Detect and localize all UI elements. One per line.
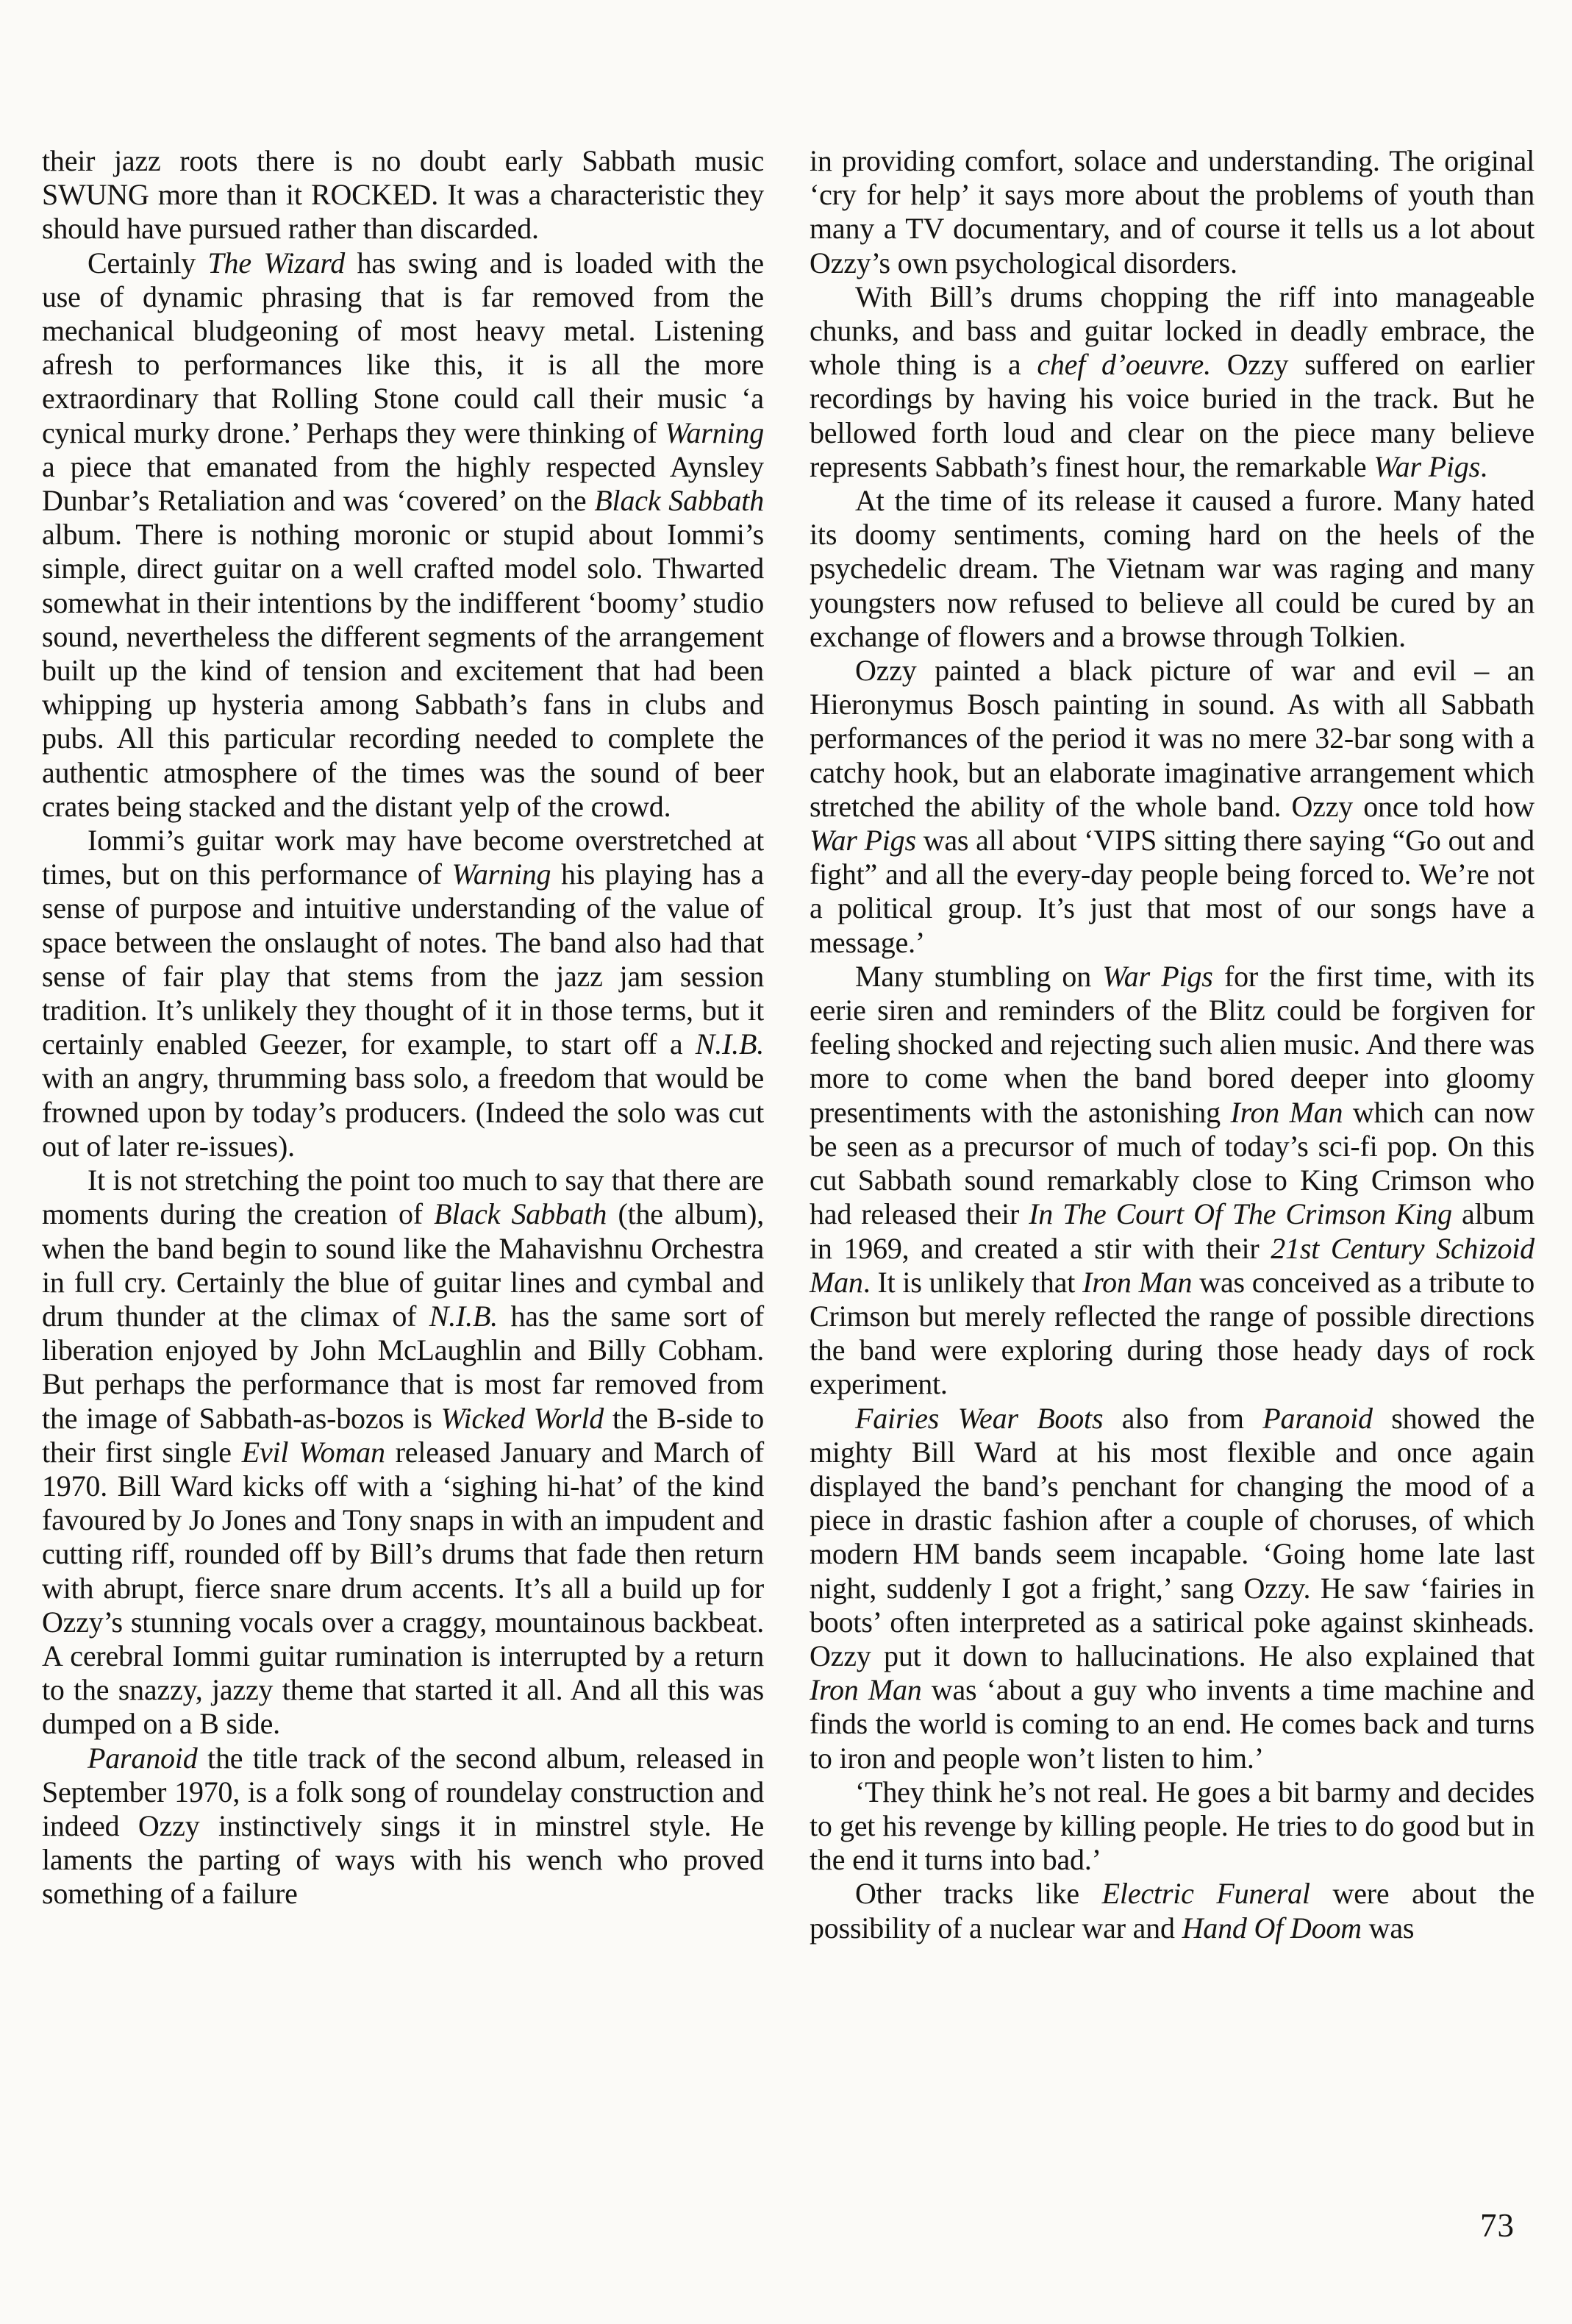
text-segment: Certainly [87, 246, 208, 279]
paragraph [810, 960, 1535, 1402]
paragraph [810, 1877, 1535, 1945]
text-segment: their jazz roots there is no doubt early Sabbath music SWUNG more than it ROCKED. It was a characteristic they should have pursued rather than discarded. [42, 144, 764, 246]
text-segment: At the time of its release it caused a furore. Many hated its doomy sentiments, coming hard on the heels of the psychedelic dream. The Vietnam war was raging and many youngsters now refused to believe all could be cured by an exchange of flowers and a browse through Tolkien. [810, 484, 1535, 653]
page-number: 73 [1480, 2207, 1515, 2244]
italic-text-segment: 21st Century Schizoid Man [810, 1231, 1535, 1299]
paragraph [42, 1742, 764, 1911]
italic-text-segment: Iron Man [1230, 1095, 1343, 1129]
text-segment: was ‘about a guy who invents a time machine and finds the world is coming to an end. He comes back and turns to iron and people won’t listen to him.’ [810, 1673, 1535, 1775]
italic-text-segment: Wicked World [440, 1401, 604, 1435]
text-segment: the title track of the second album, released in September 1970, is a folk song of roundelay construction and indeed Ozzy instinctively sings it in minstrel style. He laments the parting of ways with his wench who proved something of a failure [42, 1741, 764, 1911]
text-segment: has swing and is loaded with the use of dynamic phrasing that is far removed from the mechanical bludgeoning of most heavy metal. Listening afresh to performances like this, it is all the more extraordinary that Rolling Stone could call their music ‘a cynical murky drone.’ Perhaps they were thinking of [42, 246, 764, 449]
text-segment: With Bill’s drums chopping the riff into manageable chunks, and bass and guitar locked in deadly embrace, the whole thing is a [810, 279, 1535, 382]
text-segment: ‘They think he’s not real. He goes a bit barmy and decides to get his revenge by killing people. He tries to do good but in the end it turns into bad.’ [810, 1775, 1535, 1877]
italic-text-segment: Black Sabbath [594, 484, 764, 518]
italic-text-segment: Fairies Wear Boots [855, 1401, 1104, 1435]
text-segment: (the album), when the band begin to sound like the Mahavishnu Orchestra in full cry. Certainly the blue of guitar lines and cymbal and drum thunder at the climax of [42, 1197, 765, 1333]
text-segment: a piece that emanated from the highly respected Aynsley Dunbar’s Retaliation and was ‘covered’ on the [42, 449, 764, 518]
italic-text-segment: The Wizard [207, 246, 346, 279]
italic-text-segment: In The Court Of The Crimson King [1029, 1197, 1452, 1231]
paragraph [42, 246, 764, 824]
text-segment: Other tracks like [855, 1877, 1102, 1911]
text-segment: Many stumbling on [855, 959, 1103, 993]
italic-text-segment: Iron Man [1082, 1265, 1193, 1299]
italic-text-segment: War Pigs [1102, 959, 1213, 993]
text-segment: were about the possibility of a nuclear war and [810, 1877, 1535, 1945]
paragraph [810, 1402, 1535, 1775]
text-segment: was all about ‘VIPS sitting there saying “Go out and fight” and all the every-day people being forced to. We’re not a political group. It’s just that most of our songs have a message.’ [810, 824, 1535, 959]
paragraph [810, 1775, 1535, 1878]
italic-text-segment: Hand Of Doom [1182, 1911, 1362, 1945]
text-segment: showed the mighty Bill Ward at his most flexible and once again displayed the band’s penchant for changing the mood of a piece in drastic fashion after a couple of choruses, of which modern HM bands seem incapable. ‘Going home late last night, suddenly I got a fright,’ sang Ozzy. He saw ‘fairies in boots’ often interpreted as a satirical poke against skinheads. Ozzy put it down to hallucinations. He also explained that [810, 1401, 1535, 1672]
text-segment: album in 1969, and created a stir with their [810, 1197, 1535, 1265]
text-segment: which can now be seen as a precursor of much of today’s sci-fi pop. On this cut Sabbath sound remarkably close to King Crimson who had released their [810, 1095, 1535, 1231]
text-segment: has the same sort of liberation enjoyed by John McLaughlin and Billy Cobham. But perhaps the performance that is most far removed from the image of Sabbath-as-bozos is [42, 1299, 764, 1435]
text-segment: . [1479, 449, 1487, 483]
paragraph [810, 280, 1535, 484]
paragraph [42, 144, 764, 246]
italic-text-segment: Evil Woman [241, 1435, 385, 1469]
text-segment: in providing comfort, solace and understanding. The original ‘cry for help’ it says more about the problems of youth than many a TV documentary, and of course it tells us a lot about Ozzy’s own psychological disorders. [810, 144, 1535, 279]
right-column [810, 144, 1535, 1945]
italic-text-segment: Black Sabbath [434, 1197, 607, 1231]
paragraph [42, 1163, 764, 1741]
text-segment: released January and March of 1970. Bill Ward kicks off with a ‘sighing hi-hat’ of the kind favoured by Jo Jones and Tony snaps in with an impudent and cutting riff, rounded off by Bill’s drums that fade then return with abrupt, fierce snare drum accents. It’s all a build up for Ozzy’s stunning vocals over a craggy, mountainous backbeat. A cerebral Iommi guitar rumination is interrupted by a return to the snazzy, jazzy theme that started it all. And all this was dumped on a B side. [42, 1435, 765, 1741]
italic-text-segment: Electric Funeral [1101, 1877, 1310, 1911]
text-segment: was [1361, 1911, 1415, 1945]
italic-text-segment: Iron Man [810, 1673, 922, 1707]
text-segment: the B-side to their first single [42, 1401, 764, 1469]
italic-text-segment: N.I.B. [429, 1299, 498, 1333]
text-segment: with an angry, thrumming bass solo, a freedom that would be frowned upon by today’s producers. (Indeed the solo was cut out of later re-issues). [42, 1061, 764, 1163]
italic-text-segment: Paranoid [87, 1741, 198, 1775]
paragraph [42, 824, 764, 1163]
text-segment: also from [1103, 1401, 1263, 1435]
italic-text-segment: War Pigs [810, 824, 916, 858]
text-segment: . It is unlikely that [862, 1265, 1083, 1299]
italic-text-segment: Paranoid [1262, 1401, 1373, 1435]
italic-text-segment: N.I.B. [695, 1027, 764, 1061]
text-segment: Ozzy suffered on earlier recordings by having his voice buried in the track. But he bellowed forth loud and clear on the piece many believe represents Sabbath’s finest hour, the remarkable [810, 348, 1535, 483]
text-segment: Iommi’s guitar work may have become overstretched at times, but on this performance of [42, 824, 764, 891]
left-column [42, 144, 764, 1911]
text-segment: album. There is nothing moronic or stupid about Iommi’s simple, direct guitar on a well crafted model solo. Thwarted somewhat in their intentions by the indifferent ‘boomy’ studio sound, nevertheless the different segments of the arrangement built up the kind of tension and excitement that had been whipping up hysteria among Sabbath’s fans in clubs and pubs. All this particular recording needed to complete the authentic atmosphere of the times was the sound of beer crates being stacked and the distant yelp of the crowd. [42, 518, 764, 823]
paragraph [810, 484, 1535, 654]
italic-text-segment: War Pigs [1373, 449, 1480, 483]
text-segment: his playing has a sense of purpose and intuitive understanding of the value of space between the onslaught of notes. The band also had that sense of fair play that stems from the jazz jam session tradition. It’s unlikely they thought of it in those terms, but it certainly enabled Geezer, for example, to start off a [42, 858, 764, 1061]
text-segment: It is not stretching the point too much to say that there are moments during the creation of [42, 1163, 764, 1231]
paragraph [810, 144, 1535, 280]
paragraph [810, 654, 1535, 960]
text-segment: Ozzy painted a black picture of war and evil – an Hieronymus Bosch painting in sound. As with all Sabbath performances of the period it was no mere 32-bar song with a catchy hook, but an elaborate imaginative arrangement which stretched the ability of the whole band. Ozzy once told how [810, 654, 1535, 823]
text-segment: for the first time, with its eerie siren and reminders of the Blitz could be forgiven for feeling shocked and rejecting such alien music. And there was more to come when the band bored deeper into gloomy presentiments with the astonishing [810, 959, 1535, 1129]
italic-text-segment: Warning [665, 416, 764, 449]
text-segment: was conceived as a tribute to Crimson but merely reflected the range of possible directions the band were exploring during those heady days of rock experiment. [810, 1265, 1535, 1401]
italic-text-segment: chef d’oeuvre. [1037, 348, 1211, 382]
italic-text-segment: Warning [451, 858, 551, 891]
